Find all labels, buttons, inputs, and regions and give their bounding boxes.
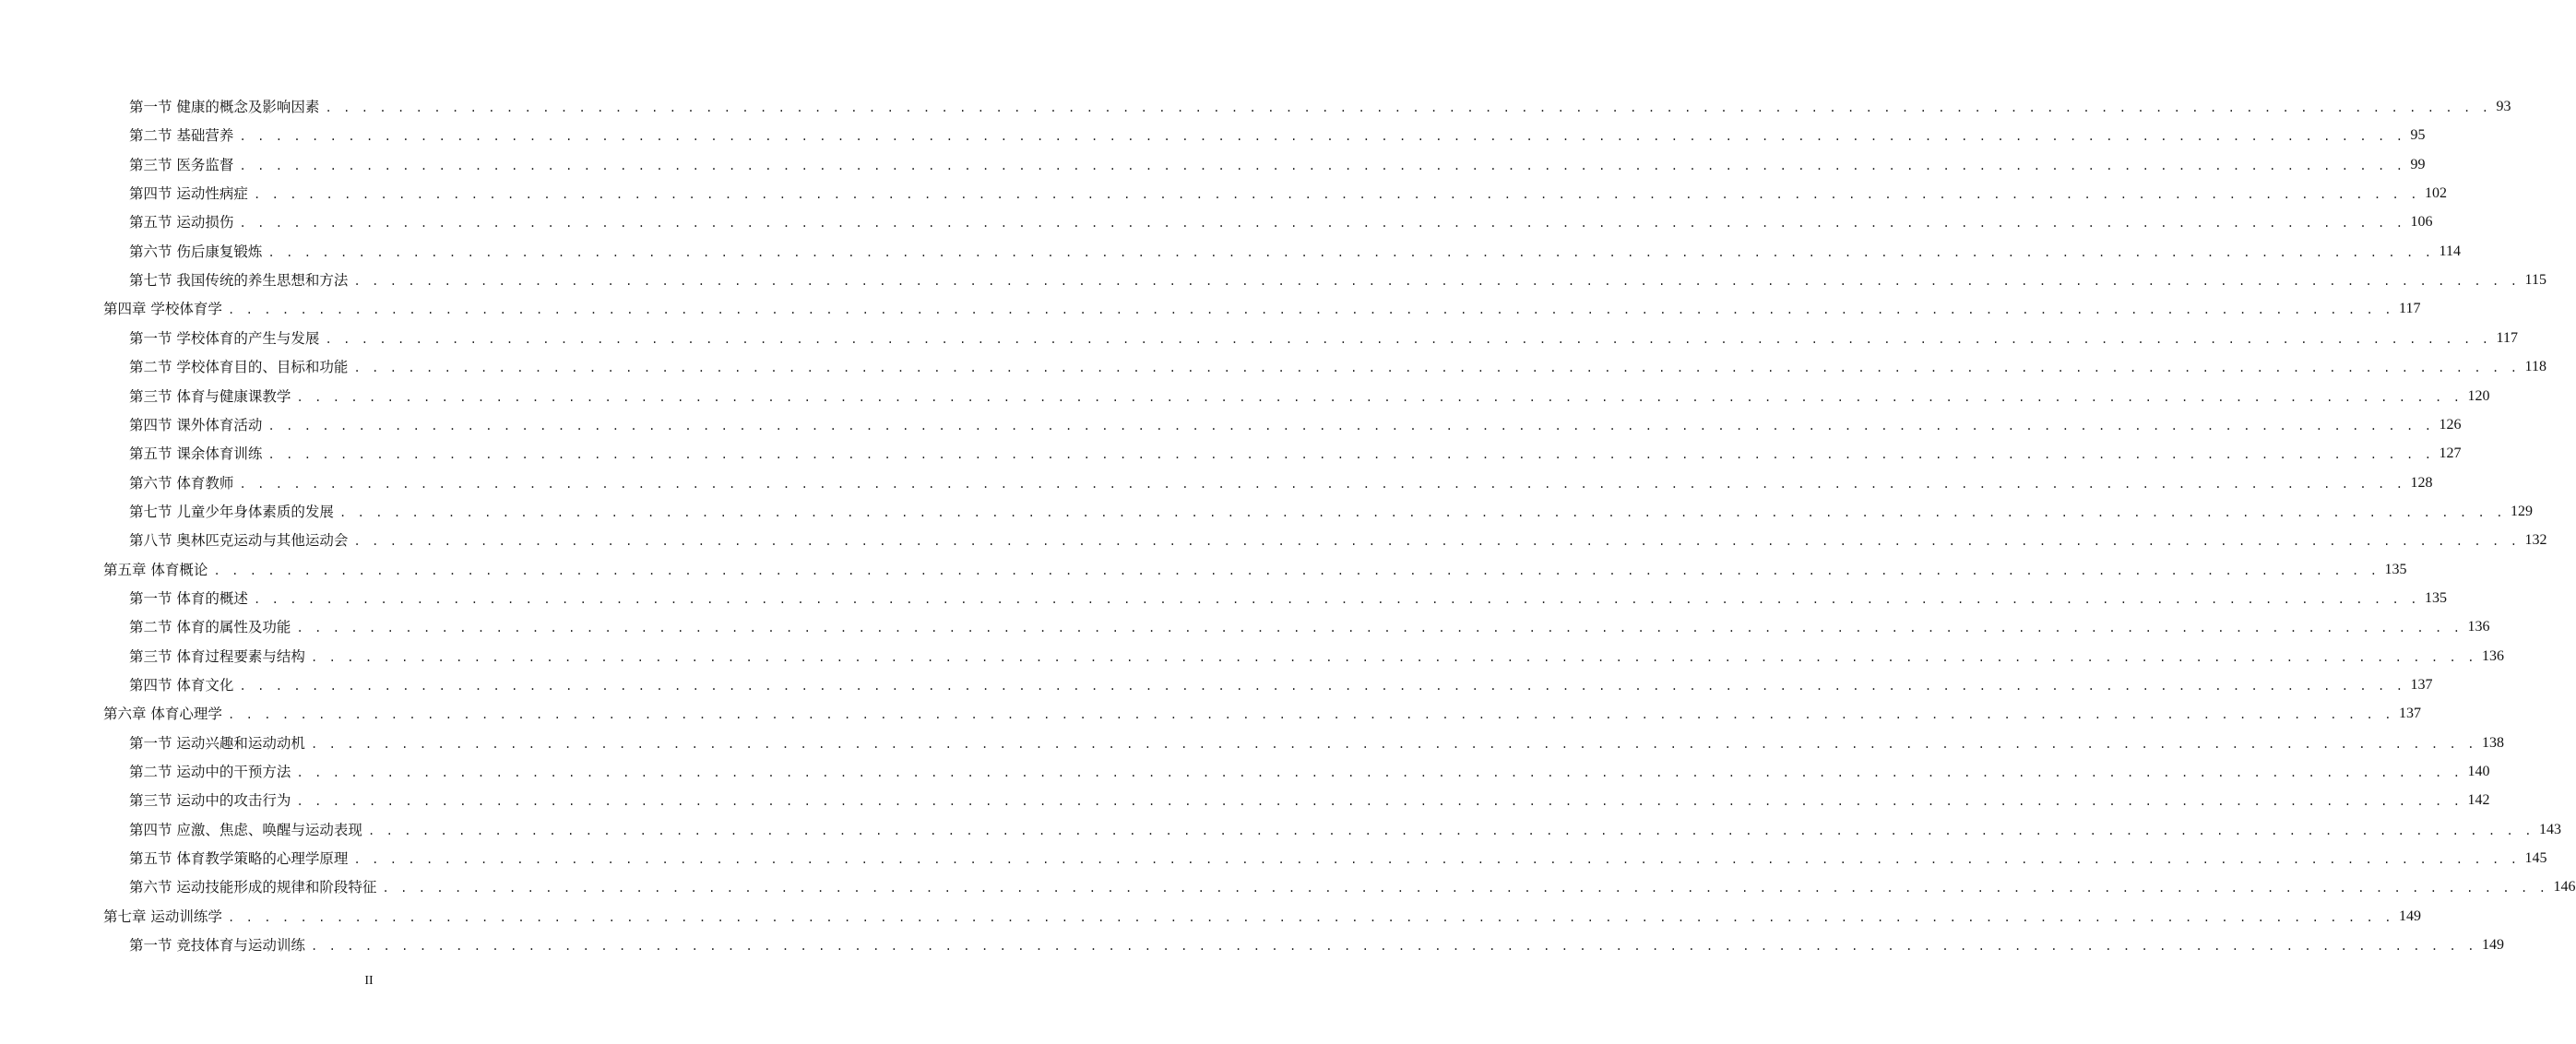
toc-dot-leader: . . . . . . . . . . . . . . . . . . . . . . . . . . . . . . . . . . . . . . . . . . . . . . . . . . . . . . . . . . . . . . . . . . . . . . . . . . . . . . . . . . . . . . . . . . . . . . . . . . . . . . . . . . . . . . . . . . . . . . . . (296, 766, 2463, 780)
toc-entry-page: 120 (2467, 387, 2490, 404)
toc-entry-page: 137 (2399, 706, 2422, 722)
toc-entry-page: 140 (2467, 764, 2490, 780)
toc-entry-title: 第七节 儿童少年身体素质的发展 (129, 503, 334, 520)
toc-dot-leader: . . . . . . . . . . . . . . . . . . . . . . . . . . . . . . . . . . . . . . . . . . . . . . . . . . . . . . . . . . . . . . . . . . . . . . . . . . . . . . . . . . . . . . . . . . . . . . . . . . . . . . . . . . . . . . . . . . . . . . . . (227, 910, 2394, 924)
toc-entry-page: 102 (2425, 185, 2448, 202)
toc-entry-title: 第二节 体育的属性及功能 (129, 619, 291, 636)
toc-entry-page: 117 (2496, 329, 2518, 346)
toc-entry-section[interactable] (129, 848, 2547, 870)
toc-dot-leader: . . . . . . . . . . . . . . . . . . . . . . . . . . . . . . . . . . . . . . . . . . . . . . . . . . . . . . . . . . . . . . . . . . . . . . . . . . . . . . . . . . . . . . . . . . . . . . . . . . . . . . . . . . . . . . . . . . . . . . . . (367, 824, 2534, 837)
toc-entry-section[interactable] (129, 96, 2511, 118)
toc-entry-section[interactable] (129, 211, 2433, 233)
toc-entry-page: 106 (2410, 214, 2433, 231)
toc-entry-section[interactable] (129, 646, 2505, 668)
toc-entry-page: 132 (2524, 532, 2547, 549)
toc-entry-title: 第三节 运动中的攻击行为 (129, 792, 291, 810)
toc-entry-page: 135 (2384, 561, 2407, 577)
toc-entry-title: 第一节 竞技体育与运动训练 (129, 937, 305, 955)
toc-entry-page: 143 (2539, 821, 2562, 837)
toc-entry-chapter[interactable] (103, 298, 2421, 320)
toc-entry-page: 138 (2482, 734, 2505, 751)
toc-entry-page: 146 (2553, 879, 2576, 896)
toc-entry-section[interactable] (129, 501, 2534, 523)
toc-dot-leader: . . . . . . . . . . . . . . . . . . . . . . . . . . . . . . . . . . . . . . . . . . . . . . . . . . . . . . . . . . . . . . . . . . . . . . . . . . . . . . . . . . . . . . . . . . . . . . . . . . . . . . . . . . . . . . . . . . . . . . . . (253, 188, 2420, 202)
toc-entry-section[interactable] (129, 616, 2490, 638)
toc-dot-leader: . . . . . . . . . . . . . . . . . . . . . . . . . . . . . . . . . . . . . . . . . . . . . . . . . . . . . . . . . . . . . . . . . . . . . . . . . . . . . . . . . . . . . . . . . . . . . . . . . . . . . . . . . . . . . . . . . . . . . . . . (267, 448, 2434, 462)
toc-entry-title: 第六节 体育教师 (129, 474, 234, 492)
toc-dot-leader: . . . . . . . . . . . . . . . . . . . . . . . . . . . . . . . . . . . . . . . . . . . . . . . . . . . . . . . . . . . . . . . . . . . . . . . . . . . . . . . . . . . . . . . . . . . . . . . . . . . . . . . . . . . . . . . . . . . . . . . . (325, 101, 2491, 114)
toc-entry-title: 第二节 基础营养 (129, 127, 234, 145)
toc-entry-page: 149 (2482, 937, 2505, 954)
toc-dot-leader: . . . . . . . . . . . . . . . . . . . . . . . . . . . . . . . . . . . . . . . . . . . . . . . . . . . . . . . . . . . . . . . . . . . . . . . . . . . . . . . . . . . . . . . . . . . . . . . . . . . . . . . . . . . . . . . . . . . . . . . . (239, 217, 2405, 231)
toc-entry-page: 137 (2410, 677, 2433, 693)
toc-entry-title: 第二节 学校体育目的、目标和功能 (129, 359, 349, 376)
toc-entry-page: 114 (2439, 243, 2461, 259)
toc-dot-leader: . . . . . . . . . . . . . . . . . . . . . . . . . . . . . . . . . . . . . . . . . . . . . . . . . . . . . . . . . . . . . . . . . . . . . . . . . . . . . . . . . . . . . . . . . . . . . . . . . . . . . . . . . . . . . . . . . . . . . . . . (353, 275, 2520, 289)
toc-dot-leader: . . . . . . . . . . . . . . . . . . . . . . . . . . . . . . . . . . . . . . . . . . . . . . . . . . . . . . . . . . . . . . . . . . . . . . . . . . . . . . . . . . . . . . . . . . . . . . . . . . . . . . . . . . . . . . . . . . . . . . . . (227, 303, 2394, 317)
toc-entry-title: 第七章 运动训练学 (103, 908, 222, 925)
toc-entry-section[interactable] (129, 674, 2433, 696)
toc-entry-section[interactable] (129, 414, 2462, 436)
toc-entry-title: 第四节 体育文化 (129, 677, 234, 694)
toc-dot-leader: . . . . . . . . . . . . . . . . . . . . . . . . . . . . . . . . . . . . . . . . . . . . . . . . . . . . . . . . . . . . . . . . . . . . . . . . . . . . . . . . . . . . . . . . . . . . . . . . . . . . . . . . . . . . . . . . . . . . . . . . (353, 535, 2520, 549)
toc-entry-title: 第五节 课余体育训练 (129, 445, 263, 463)
toc-entry-section[interactable] (129, 269, 2546, 291)
toc-entry-title: 第一节 学校体育的产生与发展 (129, 329, 320, 347)
toc-entry-section[interactable] (129, 125, 2426, 147)
toc-dot-leader: . . . . . . . . . . . . . . . . . . . . . . . . . . . . . . . . . . . . . . . . . . . . . . . . . . . . . . . . . . . . . . . . . . . . . . . . . . . . . . . . . . . . . . . . . . . . . . . . . . . . . . . . . . . . . . . . . . . . . . . . (325, 332, 2491, 346)
toc-entry-section[interactable] (129, 587, 2448, 610)
toc-entry-page: 126 (2439, 416, 2462, 433)
toc-entry-chapter[interactable] (103, 906, 2422, 928)
toc-entry-section[interactable] (129, 327, 2518, 350)
toc-entry-section[interactable] (129, 386, 2490, 408)
toc-entry-chapter[interactable] (103, 703, 2422, 725)
toc-entry-title: 第四章 学校体育学 (103, 301, 222, 318)
toc-entry-title: 第一节 运动兴趣和运动动机 (129, 734, 305, 752)
page-number: II (364, 974, 374, 988)
toc-entry-title: 第六章 体育心理学 (103, 706, 222, 723)
toc-entry-title: 第一节 体育的概述 (129, 589, 248, 607)
toc-entry-title: 第一节 健康的概念及影响因素 (129, 99, 320, 115)
toc-dot-leader: . . . . . . . . . . . . . . . . . . . . . . . . . . . . . . . . . . . . . . . . . . . . . . . . . . . . . . . . . . . . . . . . . . . . . . . . . . . . . . . . . . . . . . . . . . . . . . . . . . . . . . . . . . . . . . . . . . . . . . . . (267, 245, 2434, 259)
toc-entry-section[interactable] (129, 443, 2462, 465)
toc-entry-title: 第五章 体育概论 (103, 561, 208, 578)
toc-entry-page: 142 (2467, 792, 2490, 809)
toc-entry-title: 第六节 伤后康复锻炼 (129, 243, 263, 260)
toc-entry-title: 第二节 运动中的干预方法 (129, 764, 291, 781)
toc-entry-page: 93 (2496, 99, 2511, 114)
toc-entry-page: 115 (2524, 272, 2546, 289)
toc-entry-title: 第四节 应激、焦虑、唤醒与运动表现 (129, 821, 362, 838)
toc-dot-leader: . . . . . . . . . . . . . . . . . . . . . . . . . . . . . . . . . . . . . . . . . . . . . . . . . . . . . . . . . . . . . . . . . . . . . . . . . . . . . . . . . . . . . . . . . . . . . . . . . . . . . . . . . . . . . . . . . . . . . . . . (239, 680, 2405, 693)
toc-entry-section[interactable] (129, 789, 2490, 812)
toc-entry-section[interactable] (129, 154, 2426, 176)
toc-entry-section[interactable] (129, 241, 2461, 263)
toc-entry-section[interactable] (129, 732, 2505, 754)
toc-entry-page: 135 (2425, 589, 2448, 606)
toc-entry-page: 128 (2410, 474, 2433, 491)
toc-entry-section[interactable] (129, 876, 2576, 898)
toc-entry-page: 117 (2399, 301, 2421, 317)
toc-dot-leader: . . . . . . . . . . . . . . . . . . . . . . . . . . . . . . . . . . . . . . . . . . . . . . . . . . . . . . . . . . . . . . . . . . . . . . . . . . . . . . . . . . . . . . . . . . . . . . . . . . . . . . . . . . . . . . . . . . . . . . . . (382, 882, 2548, 896)
toc-entry-page: 95 (2410, 127, 2426, 144)
toc-dot-leader: . . . . . . . . . . . . . . . . . . . . . . . . . . . . . . . . . . . . . . . . . . . . . . . . . . . . . . . . . . . . . . . . . . . . . . . . . . . . . . . . . . . . . . . . . . . . . . . . . . . . . . . . . . . . . . . . . . . . . . . . (338, 505, 2506, 519)
toc-entry-page: 136 (2482, 647, 2505, 664)
toc-entry-title: 第三节 医务监督 (129, 156, 234, 173)
toc-entry-page: 149 (2399, 908, 2422, 924)
toc-entry-section[interactable] (129, 761, 2490, 783)
toc-entry-page: 99 (2410, 156, 2426, 172)
toc-entry-page: 145 (2524, 850, 2547, 867)
toc-dot-leader: . . . . . . . . . . . . . . . . . . . . . . . . . . . . . . . . . . . . . . . . . . . . . . . . . . . . . . . . . . . . . . . . . . . . . . . . . . . . . . . . . . . . . . . . . . . . . . . . . . . . . . . . . . . . . . . . . . . . . . . . (227, 708, 2394, 722)
toc-dot-leader: . . . . . . . . . . . . . . . . . . . . . . . . . . . . . . . . . . . . . . . . . . . . . . . . . . . . . . . . . . . . . . . . . . . . . . . . . . . . . . . . . . . . . . . . . . . . . . . . . . . . . . . . . . . . . . . . . . . . . . . . (296, 795, 2463, 809)
toc-entry-section[interactable] (129, 183, 2448, 205)
toc-dot-leader: . . . . . . . . . . . . . . . . . . . . . . . . . . . . . . . . . . . . . . . . . . . . . . . . . . . . . . . . . . . . . . . . . . . . . . . . . . . . . . . . . . . . . . . . . . . . . . . . . . . . . . . . . . . . . . . . . . . . . . . . (310, 650, 2477, 664)
toc-entry-section[interactable] (129, 472, 2433, 494)
toc-entry-title: 第四节 运动性病症 (129, 185, 248, 203)
toc-dot-leader: . . . . . . . . . . . . . . . . . . . . . . . . . . . . . . . . . . . . . . . . . . . . . . . . . . . . . . . . . . . . . . . . . . . . . . . . . . . . . . . . . . . . . . . . . . . . . . . . . . . . . . . . . . . . . . . . . . . . . . . . (239, 130, 2405, 144)
toc-entry-section[interactable] (129, 819, 2562, 841)
toc-entry-title: 第五节 运动损伤 (129, 214, 234, 231)
toc-entry-title: 第七节 我国传统的养生思想和方法 (129, 272, 349, 290)
toc-entry-title: 第三节 体育过程要素与结构 (129, 647, 305, 665)
toc-entry-section[interactable] (129, 356, 2546, 378)
toc-entry-section[interactable] (129, 934, 2505, 956)
toc-entry-page: 129 (2511, 503, 2534, 519)
toc-dot-leader: . . . . . . . . . . . . . . . . . . . . . . . . . . . . . . . . . . . . . . . . . . . . . . . . . . . . . . . . . . . . . . . . . . . . . . . . . . . . . . . . . . . . . . . . . . . . . . . . . . . . . . . . . . . . . . . . . . . . . . . . (239, 477, 2405, 491)
toc-entry-section[interactable] (129, 529, 2547, 552)
toc-entry-chapter[interactable] (103, 559, 2407, 581)
toc-entry-title: 第三节 体育与健康课教学 (129, 387, 291, 405)
toc-dot-leader: . . . . . . . . . . . . . . . . . . . . . . . . . . . . . . . . . . . . . . . . . . . . . . . . . . . . . . . . . . . . . . . . . . . . . . . . . . . . . . . . . . . . . . . . . . . . . . . . . . . . . . . . . . . . . . . . . . . . . . . . (296, 622, 2463, 635)
toc-entry-title: 第四节 课外体育活动 (129, 416, 263, 433)
toc-entry-page: 136 (2467, 619, 2490, 635)
toc-entry-title: 第八节 奥林匹克运动与其他运动会 (129, 532, 349, 550)
toc-dot-leader: . . . . . . . . . . . . . . . . . . . . . . . . . . . . . . . . . . . . . . . . . . . . . . . . . . . . . . . . . . . . . . . . . . . . . . . . . . . . . . . . . . . . . . . . . . . . . . . . . . . . . . . . . . . . . . . . . . . . . . . . (353, 853, 2520, 867)
toc-dot-leader: . . . . . . . . . . . . . . . . . . . . . . . . . . . . . . . . . . . . . . . . . . . . . . . . . . . . . . . . . . . . . . . . . . . . . . . . . . . . . . . . . . . . . . . . . . . . . . . . . . . . . . . . . . . . . . . . . . . . . . . . (353, 362, 2520, 375)
toc-dot-leader: . . . . . . . . . . . . . . . . . . . . . . . . . . . . . . . . . . . . . . . . . . . . . . . . . . . . . . . . . . . . . . . . . . . . . . . . . . . . . . . . . . . . . . . . . . . . . . . . . . . . . . . . . . . . . . . . . . . . . . . . (213, 564, 2380, 577)
toc-entry-title: 第六节 运动技能形成的规律和阶段特征 (129, 879, 377, 896)
toc-dot-leader: . . . . . . . . . . . . . . . . . . . . . . . . . . . . . . . . . . . . . . . . . . . . . . . . . . . . . . . . . . . . . . . . . . . . . . . . . . . . . . . . . . . . . . . . . . . . . . . . . . . . . . . . . . . . . . . . . . . . . . . . (267, 419, 2434, 433)
toc-dot-leader: . . . . . . . . . . . . . . . . . . . . . . . . . . . . . . . . . . . . . . . . . . . . . . . . . . . . . . . . . . . . . . . . . . . . . . . . . . . . . . . . . . . . . . . . . . . . . . . . . . . . . . . . . . . . . . . . . . . . . . . . (310, 940, 2477, 954)
toc-dot-leader: . . . . . . . . . . . . . . . . . . . . . . . . . . . . . . . . . . . . . . . . . . . . . . . . . . . . . . . . . . . . . . . . . . . . . . . . . . . . . . . . . . . . . . . . . . . . . . . . . . . . . . . . . . . . . . . . . . . . . . . . (310, 737, 2477, 751)
toc-dot-leader: . . . . . . . . . . . . . . . . . . . . . . . . . . . . . . . . . . . . . . . . . . . . . . . . . . . . . . . . . . . . . . . . . . . . . . . . . . . . . . . . . . . . . . . . . . . . . . . . . . . . . . . . . . . . . . . . . . . . . . . . (253, 592, 2420, 606)
toc-dot-leader: . . . . . . . . . . . . . . . . . . . . . . . . . . . . . . . . . . . . . . . . . . . . . . . . . . . . . . . . . . . . . . . . . . . . . . . . . . . . . . . . . . . . . . . . . . . . . . . . . . . . . . . . . . . . . . . . . . . . . . . . (239, 159, 2405, 172)
toc-entry-page: 127 (2439, 445, 2462, 462)
toc-entry-title: 第五节 体育教学策略的心理学原理 (129, 850, 349, 868)
toc-entry-page: 118 (2524, 359, 2546, 375)
toc-dot-leader: . . . . . . . . . . . . . . . . . . . . . . . . . . . . . . . . . . . . . . . . . . . . . . . . . . . . . . . . . . . . . . . . . . . . . . . . . . . . . . . . . . . . . . . . . . . . . . . . . . . . . . . . . . . . . . . . . . . . . . . . (296, 390, 2463, 404)
